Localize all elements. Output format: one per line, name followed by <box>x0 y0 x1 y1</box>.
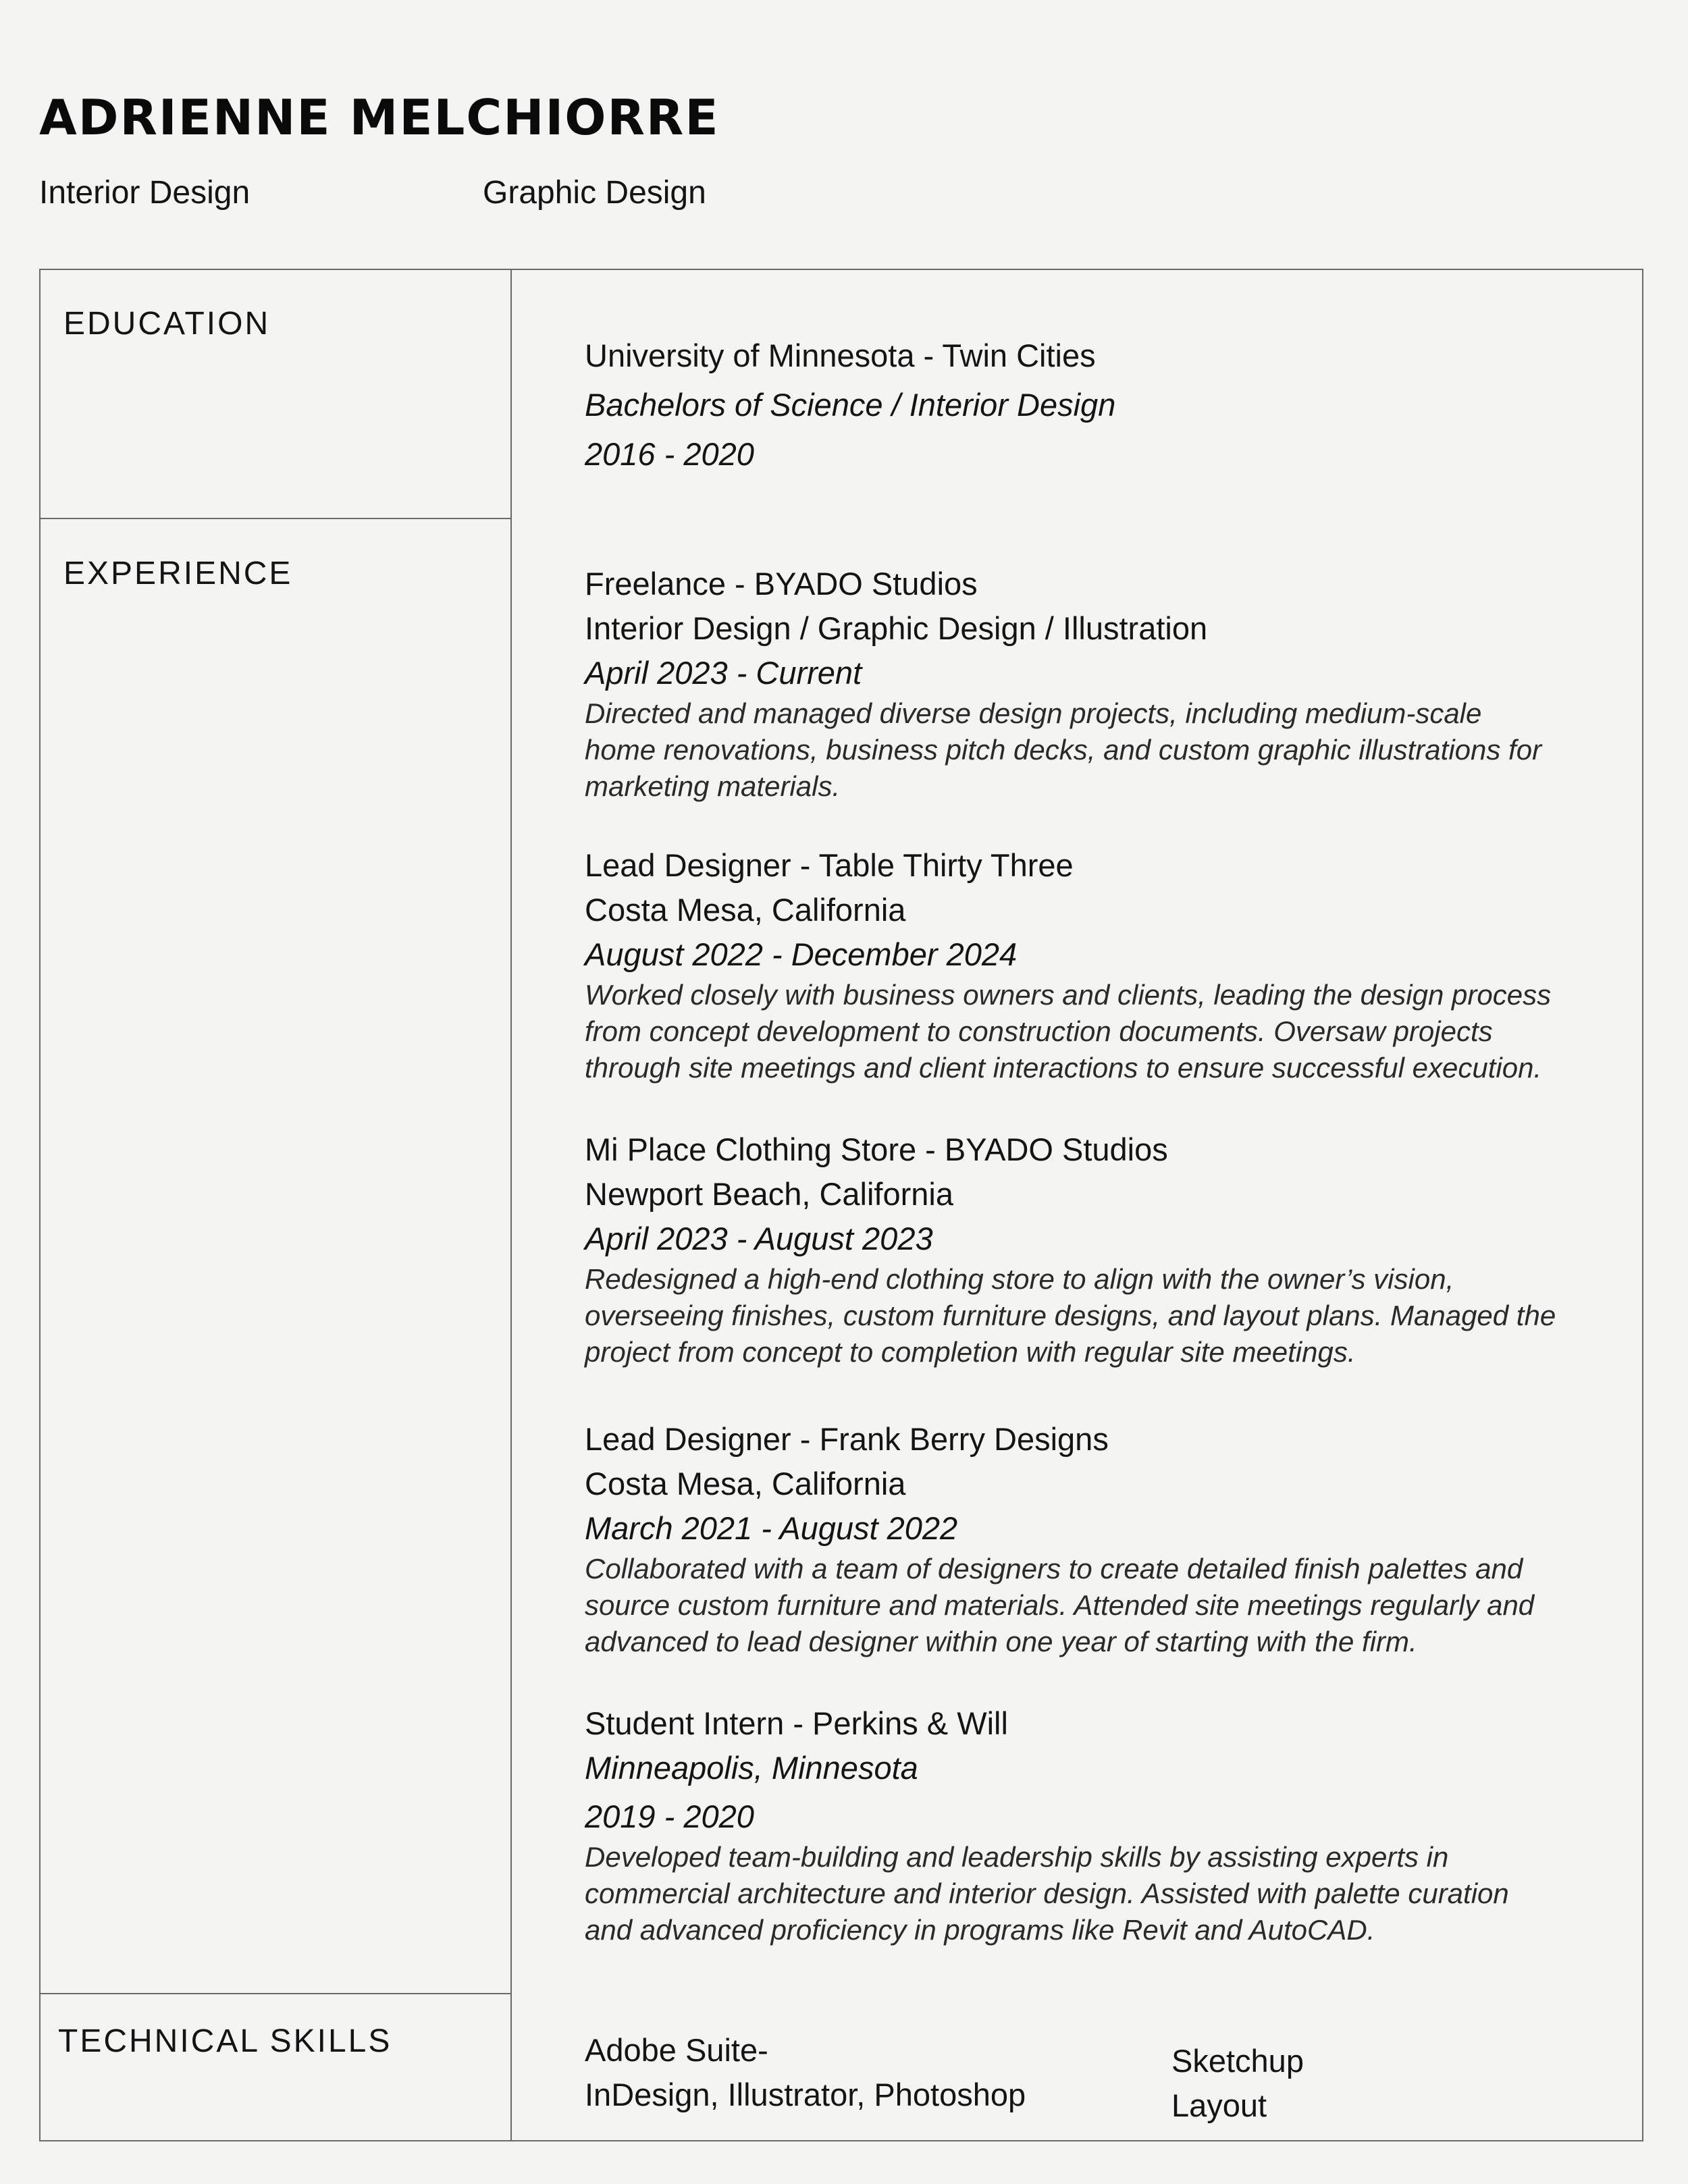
discipline-interior-design: Interior Design <box>39 175 250 211</box>
job-title: Freelance - BYADO Studios <box>585 566 978 602</box>
job-description <box>585 1551 1638 1660</box>
job-description-line: marketing materials. <box>585 770 841 802</box>
section-divider-experience <box>39 1993 512 1994</box>
skill-item: Adobe Suite- <box>585 2032 768 2068</box>
job-description-line: Worked closely with business owners and clients, leading the design process <box>585 979 1552 1011</box>
job-description-line: and advanced proficiency in programs like Revit and AutoCAD. <box>585 1914 1375 1946</box>
education-years: 2016 - 2020 <box>585 436 754 472</box>
skills-column-other <box>1171 2039 1304 2128</box>
job-title: Mi Place Clothing Store - BYADO Studios <box>585 1131 1168 1167</box>
job-subtitle: Costa Mesa, California <box>585 892 906 928</box>
job-description-line: from concept development to construction documents. Oversaw projects <box>585 1015 1493 1047</box>
job-description-line: Redesigned a high-end clothing store to align with the owner’s vision, <box>585 1263 1454 1295</box>
education-entry <box>585 331 1638 479</box>
job-subtitle: Newport Beach, California <box>585 1176 953 1212</box>
resume-name: ADRIENNE MELCHIORRE <box>39 89 720 146</box>
job-description-line: Directed and managed diverse design projects, including medium-scale <box>585 697 1482 729</box>
job-description-line: overseeing finishes, custom furniture designs, and layout plans. Managed the <box>585 1300 1556 1331</box>
job-description-line: home renovations, business pitch decks, and custom graphic illustrations for <box>585 734 1542 766</box>
job-dates: April 2023 - August 2023 <box>585 1221 933 1256</box>
job-description <box>585 695 1638 805</box>
job-description-line: advanced to lead designer within one year of starting with the firm. <box>585 1626 1417 1657</box>
discipline-graphic-design: Graphic Design <box>483 175 706 211</box>
job-description-line: through site meetings and client interactions to ensure successful execution. <box>585 1052 1542 1084</box>
job-dates: March 2021 - August 2022 <box>585 1510 958 1546</box>
column-divider <box>510 269 512 2141</box>
job-description-line: commercial architecture and interior design. Assisted with palette curation <box>585 1877 1509 1909</box>
job-description-line: project from concept to completion with regular site meetings. <box>585 1336 1356 1368</box>
experience-entry <box>585 562 1638 805</box>
section-divider-education <box>39 518 512 519</box>
experience-entry <box>585 1127 1638 1370</box>
experience-entry <box>585 843 1638 1086</box>
education-heading: EDUCATION <box>63 306 271 342</box>
job-subtitle: Interior Design / Graphic Design / Illustration <box>585 610 1208 646</box>
experience-heading: EXPERIENCE <box>63 556 293 591</box>
job-subtitle: Minneapolis, Minnesota <box>585 1750 918 1786</box>
job-description-line: Collaborated with a team of designers to create detailed finish palettes and <box>585 1553 1523 1584</box>
skill-item: InDesign, Illustrator, Photoshop <box>585 2077 1026 2112</box>
job-description <box>585 977 1638 1086</box>
education-degree: Bachelors of Science / Interior Design <box>585 387 1116 423</box>
skills-column-adobe <box>585 2028 1026 2117</box>
job-description-line: source custom furniture and materials. Attended site meetings regularly and <box>585 1589 1535 1621</box>
job-title: Lead Designer - Table Thirty Three <box>585 847 1074 883</box>
job-title: Lead Designer - Frank Berry Designs <box>585 1421 1109 1457</box>
experience-entry <box>585 1417 1638 1660</box>
job-dates: 2019 - 2020 <box>585 1799 754 1834</box>
job-description-line: Developed team-building and leadership skills by assisting experts in <box>585 1841 1449 1873</box>
job-dates: April 2023 - Current <box>585 655 862 691</box>
experience-entry <box>585 1701 1638 1948</box>
job-subtitle: Costa Mesa, California <box>585 1466 906 1501</box>
job-description <box>585 1261 1638 1370</box>
education-school: University of Minnesota - Twin Cities <box>585 338 1096 373</box>
job-dates: August 2022 - December 2024 <box>585 936 1018 972</box>
technical-skills-heading: TECHNICAL SKILLS <box>58 2023 392 2059</box>
job-title: Student Intern - Perkins & Will <box>585 1705 1008 1741</box>
skill-item: Sketchup <box>1171 2043 1304 2079</box>
job-description <box>585 1839 1638 1948</box>
skill-item: Layout <box>1171 2087 1267 2123</box>
